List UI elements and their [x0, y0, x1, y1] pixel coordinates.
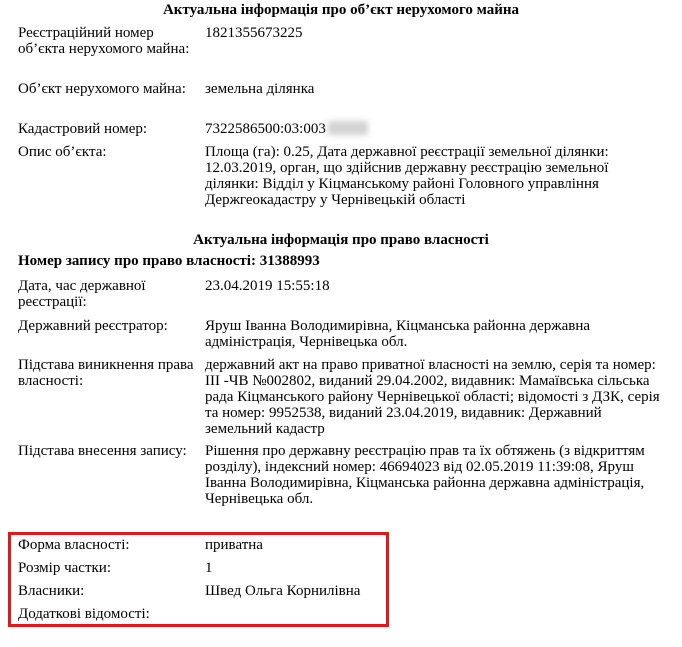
- cadastral-number-value: 7322586500:03:003: [205, 121, 326, 137]
- object-type-value: земельна ділянка: [205, 81, 315, 97]
- object-type-label: Об’єкт нерухомого майна:: [18, 81, 186, 97]
- record-basis-label: Підстава внесення запису:: [18, 443, 187, 459]
- ownership-basis-value: державний акт на право приватної власності на землю, серія та номер: ІІІ -ЧВ №002802, виданий 29.04.2002, видавник: Мамаївська сільська рада Кіцманського району Чернівецької області; відомості з ДЗК, серія та номер: 9952538, виданий 23.04.2019, видавник: Державний земельний кадастр: [205, 357, 660, 437]
- description-value: Площа (га): 0.25, Дата державної реєстрації земельної ділянки: 12.03.2019, орган, що здійснив державну реєстрацію земельної ділянки: Відділ у Кіцманському районі Головного управління Держгеокадастру у Чернівецькій області: [205, 144, 609, 208]
- owners-label: Власники:: [18, 583, 85, 599]
- ownership-basis-label: Підстава виникнення права власності:: [18, 357, 194, 389]
- object-section-heading: Актуальна інформація про об’єкт нерухомого майна: [162, 2, 520, 18]
- registration-datetime-label: Дата, час державної реєстрації:: [18, 278, 146, 310]
- owners-value: Швед Ольга Корнилівна: [205, 583, 361, 599]
- cadastral-number-label: Кадастровий номер:: [18, 121, 148, 137]
- cadastral-number-row: [205, 121, 665, 137]
- registrar-label: Державний реєстратор:: [18, 318, 168, 334]
- redacted-blur: [328, 121, 368, 135]
- registrar-value: Яруш Іванна Володимирівна, Кіцманська районна державна адміністрація, Чернівецька обл.: [205, 318, 591, 350]
- record-number-value: 31388993: [259, 253, 320, 269]
- ownership-form-label: Форма власності:: [18, 537, 130, 553]
- registration-datetime-value: 23.04.2019 15:55:18: [205, 278, 330, 294]
- record-number-label: Номер запису про право власності:: [18, 253, 256, 269]
- rights-section-heading: Актуальна інформація про право власності: [193, 232, 489, 248]
- record-basis-value: Рішення про державну реєстрацію прав та їх обтяжень (з відкриттям розділу), індексний номер: 46694023 від 02.05.2019 11:39:08, Яруш Іванна Володимирівна, Кіцманська районна державна адміністрація, Чернівецька обл.: [205, 443, 645, 507]
- registration-number-label: Реєстраційний номер об’єкта нерухомого майна:: [18, 25, 190, 57]
- description-label: Опис об’єкта:: [18, 144, 107, 160]
- share-size-value: 1: [205, 560, 213, 576]
- registration-number-value: 1821355673225: [205, 25, 303, 41]
- share-size-label: Розмір частки:: [18, 560, 111, 576]
- ownership-form-value: приватна: [205, 537, 263, 553]
- additional-info-label: Додаткові відомості:: [18, 606, 150, 622]
- record-number-line: [18, 253, 320, 269]
